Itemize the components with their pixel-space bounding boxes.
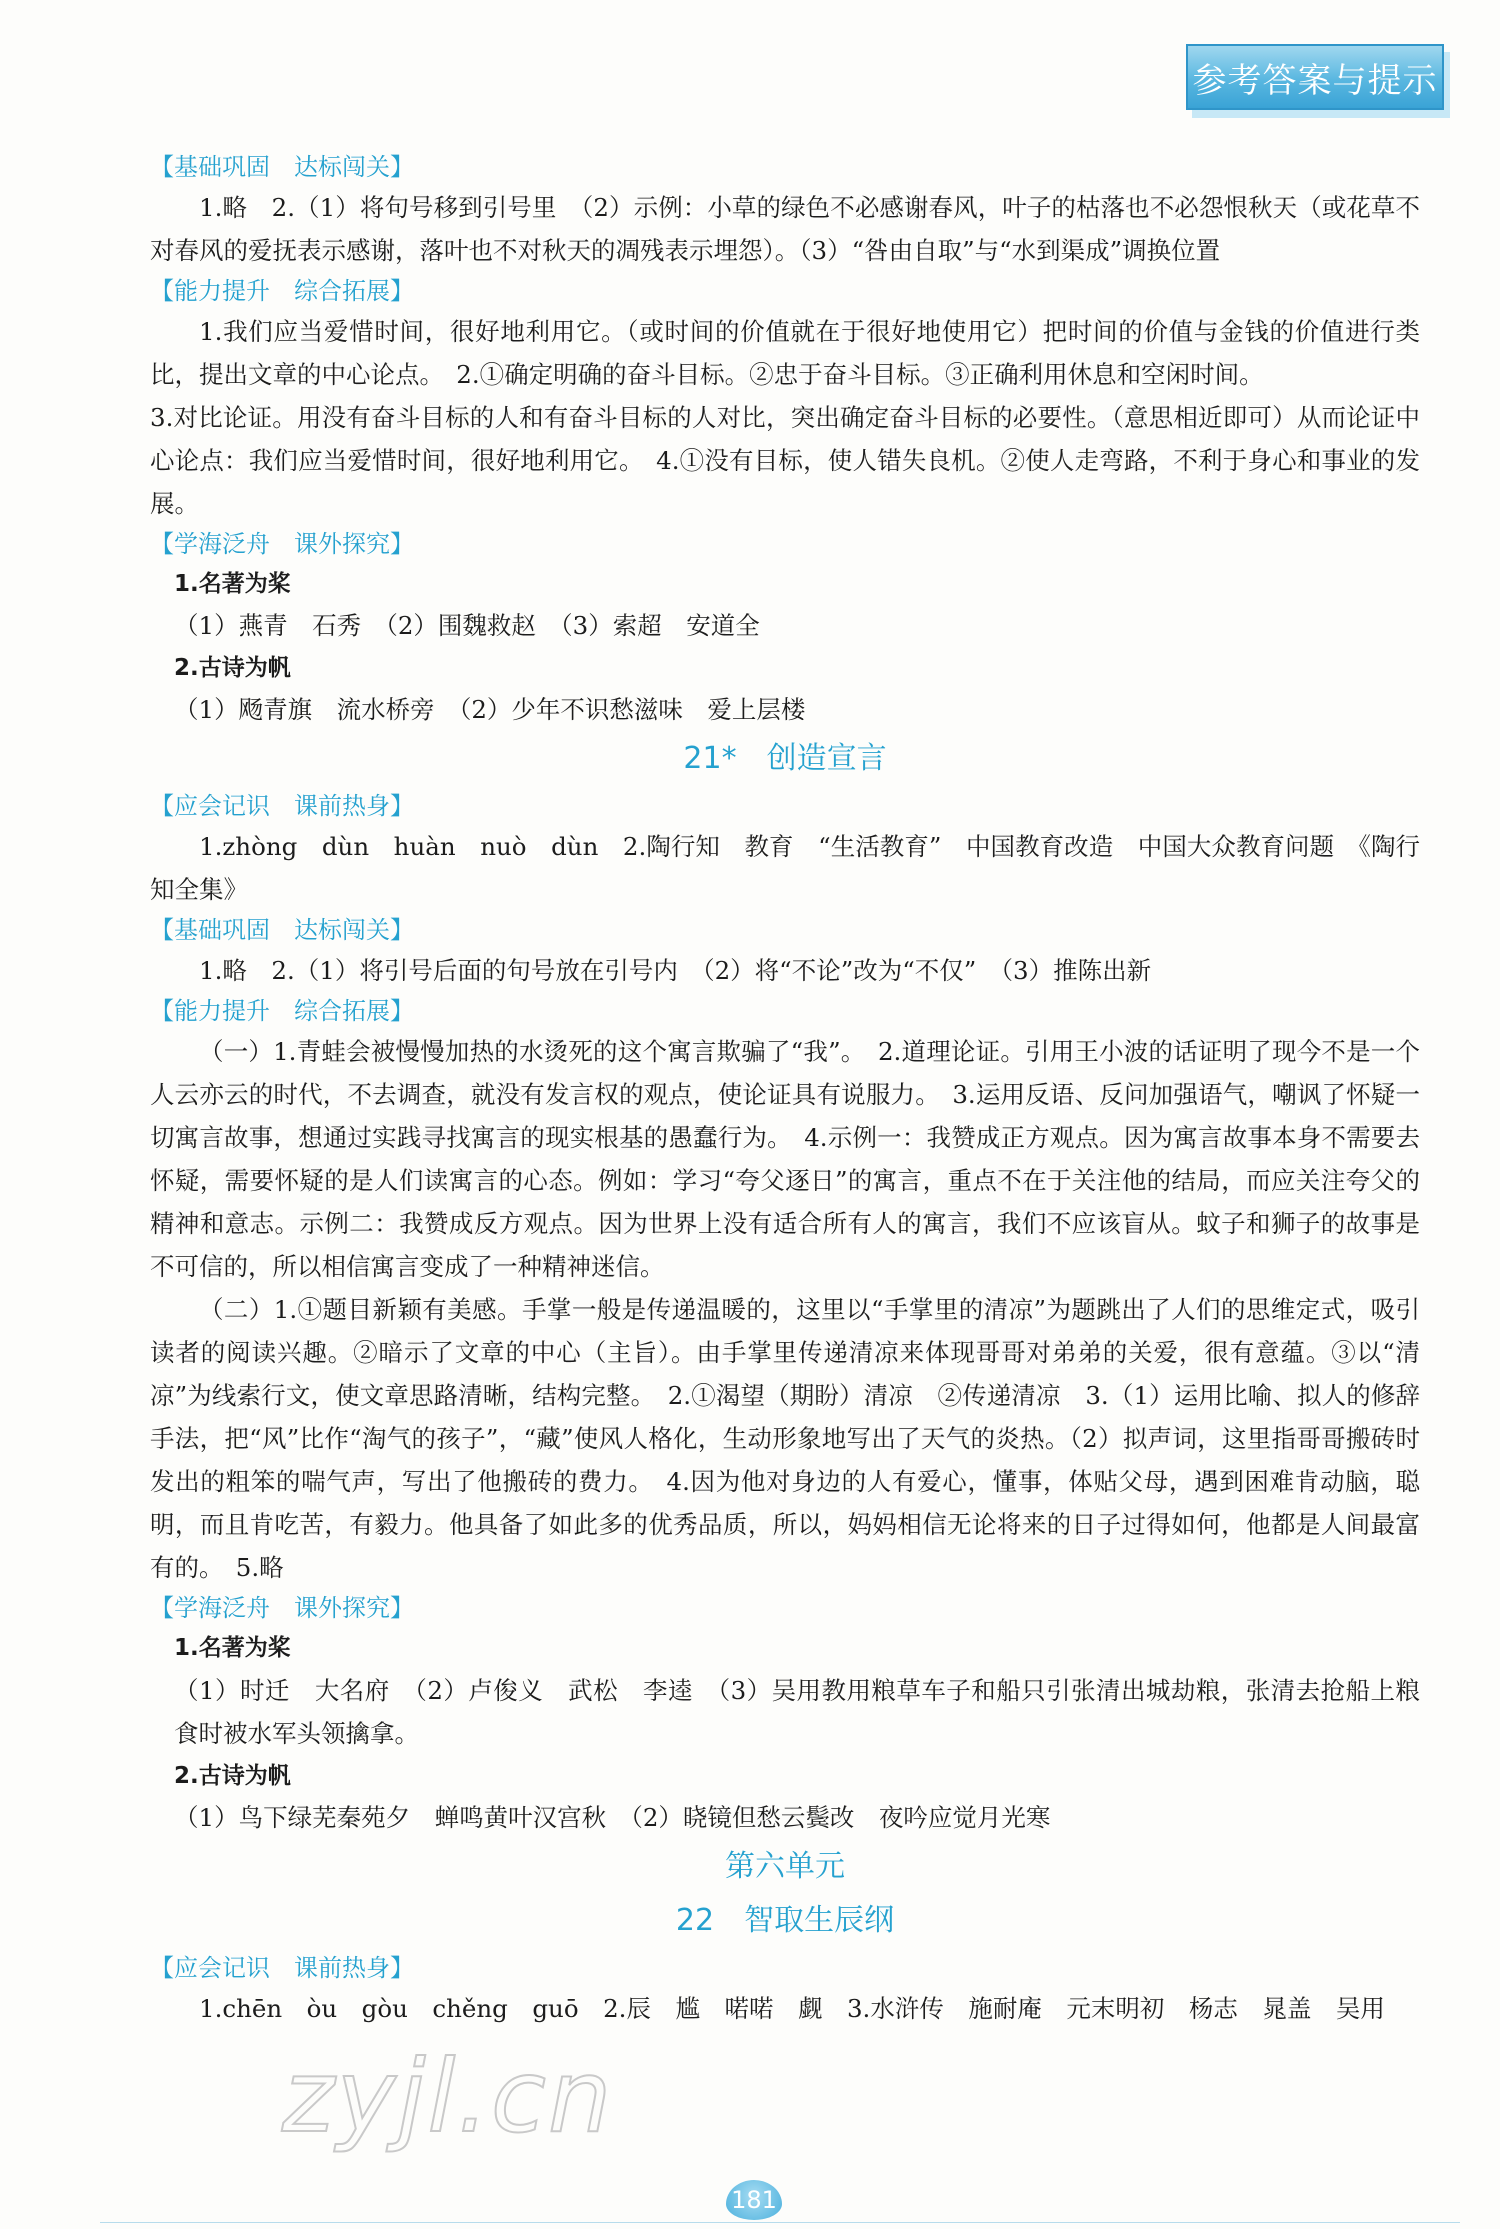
answer-content — [150, 148, 1420, 2030]
lesson-title: 第六单元 — [725, 1849, 845, 1884]
answer-paragraph: 1.chēn òu gòu chěng guō 2.辰 尴 喏喏 觑 3.水浒传 施耐庵 元末明初 杨志 晁盖 吴用 — [199, 1994, 1385, 2023]
section-heading: 【能力提升 综合拓展】 — [150, 997, 414, 1025]
answer-paragraph: 1.略 2.（1）将引号后面的句号放在引号内 （2）将“不论”改为“不仅” （3）推陈出新 — [199, 956, 1152, 985]
subsection-title: 2.古诗为帆 — [174, 655, 291, 681]
subsection-title: 1.名著为桨 — [174, 571, 291, 597]
section-heading: 【应会记识 课前热身】 — [150, 792, 414, 820]
answer-paragraph: 1.我们应当爱惜时间，很好地利用它。（或时间的价值就在于很好地使用它）把时间的价值与金钱的价值进行类比，提出文章的中心论点。 2.①确定明确的奋斗目标。②忠于奋斗目标。③正确利用休息和空闲时间。 — [150, 317, 1420, 389]
section-heading: 【应会记识 课前热身】 — [150, 1954, 414, 1982]
subsection-title: 2.古诗为帆 — [174, 1763, 291, 1789]
answer-item: （1）飏青旗 流水桥旁 （2）少年不识愁滋味 爱上层楼 — [174, 695, 806, 724]
section-heading: 【基础巩固 达标闯关】 — [150, 916, 414, 944]
subsection-title: 1.名著为桨 — [174, 1635, 291, 1661]
section-corner-tab: 参考答案与提示 — [1186, 44, 1444, 110]
lesson-title: 21* 创造宣言 — [683, 741, 887, 776]
answer-paragraph: （一）1.青蛙会被慢慢加热的水烫死的这个寓言欺骗了“我”。 2.道理论证。引用王小波的话证明了现今不是一个人云亦云的时代，不去调查，就没有发言权的观点，使论证具有说服力。 3.运用反语、反问加强语气，嘲讽了怀疑一切寓言故事，想通过实践寻找寓言的现实根基的愚蠢行为。 4.示例一：我赞成正方观点。因为寓言故事本身不需要去怀疑，需要怀疑的是人们读寓言的心态。例如：学习“夸父逐日”的寓言，重点不在于关注他的结局，而应关注夸父的精神和意志。示例二：我赞成反方观点。因为世界上没有适合所有人的寓言，我们不应该盲从。蚊子和狮子的故事是不可信的，所以相信寓言变成了一种精神迷信。 — [150, 1037, 1420, 1281]
answer-paragraph: 1.略 2.（1）将句号移到引号里 （2）示例：小草的绿色不必感谢春风，叶子的枯落也不必怨恨秋天（或花草不对春风的爱抚表示感谢，落叶也不对秋天的凋残表示埋怨）。（3）“咎由自取”与“水到渠成”调换位置 — [150, 193, 1420, 265]
page-number: 181 — [726, 2180, 782, 2220]
lesson-title: 22 智取生辰纲 — [675, 1903, 895, 1938]
answer-item: （1）燕青 石秀 （2）围魏救赵 （3）索超 安道全 — [174, 611, 760, 640]
answer-item: （1）时迁 大名府 （2）卢俊义 武松 李逵 （3）吴用教用粮草车子和船只引张清出城劫粮，张清去抢船上粮食时被水军头领擒拿。 — [174, 1676, 1420, 1748]
answer-item: （1）鸟下绿芜秦苑夕 蝉鸣黄叶汉宫秋 （2）晓镜但愁云鬓改 夜吟应觉月光寒 — [174, 1803, 1051, 1832]
section-heading: 【学海泛舟 课外探究】 — [150, 530, 414, 558]
answer-paragraph: 3.对比论证。用没有奋斗目标的人和有奋斗目标的人对比，突出确定奋斗目标的必要性。（意思相近即可）从而论证中心论点：我们应当爱惜时间，很好地利用它。 4.①没有目标，使人错失良机。②使人走弯路，不利于身心和事业的发展。 — [150, 403, 1420, 518]
answer-paragraph: 1.zhòng dùn huàn nuò dùn 2.陶行知 教育 “生活教育” 中国教育改造 中国大众教育问题 《陶行知全集》 — [150, 832, 1420, 904]
section-heading: 【基础巩固 达标闯关】 — [150, 153, 414, 181]
watermark: zyjl.cn — [282, 2038, 614, 2155]
section-heading: 【能力提升 综合拓展】 — [150, 277, 414, 305]
bottom-rule — [100, 2222, 1460, 2223]
answer-paragraph: （二）1.①题目新颖有美感。手掌一般是传递温暖的，这里以“手掌里的清凉”为题跳出了人们的思维定式，吸引读者的阅读兴趣。②暗示了文章的中心（主旨）。由手掌里传递清凉来体现哥哥对弟弟的关爱，很有意蕴。③以“清凉”为线索行文，使文章思路清晰，结构完整。 2.①渴望（期盼）清凉 ②传递清凉 3.（1）运用比喻、拟人的修辞手法，把“风”比作“淘气的孩子”，“藏”使风人格化，生动形象地写出了天气的炎热。（2）拟声词，这里指哥哥搬砖时发出的粗笨的喘气声，写出了他搬砖的费力。 4.因为他对身边的人有爱心，懂事，体贴父母，遇到困难肯动脑，聪明，而且肯吃苦，有毅力。他具备了如此多的优秀品质，所以，妈妈相信无论将来的日子过得如何，他都是人间最富有的。 5.略 — [150, 1295, 1420, 1582]
section-heading: 【学海泛舟 课外探究】 — [150, 1594, 414, 1622]
